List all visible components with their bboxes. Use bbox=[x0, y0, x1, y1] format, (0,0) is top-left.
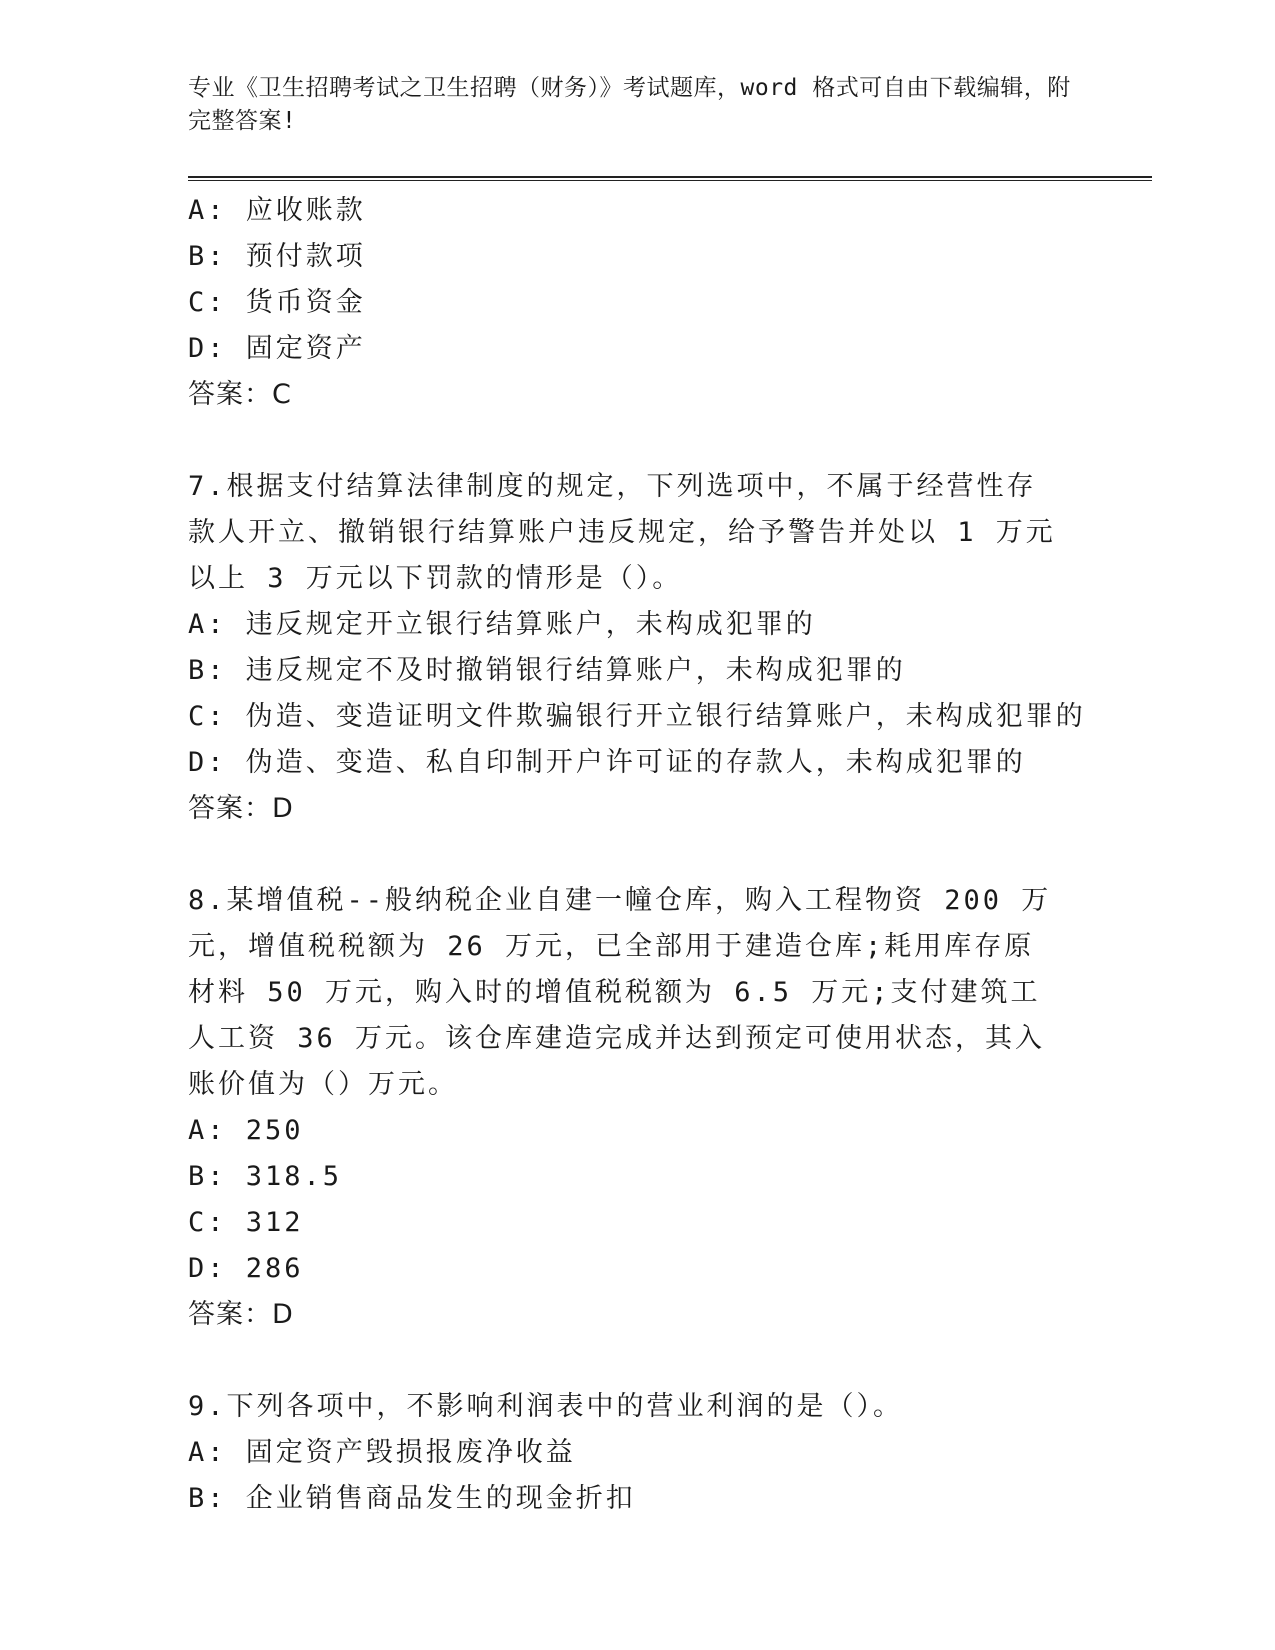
question-9-block bbox=[188, 1384, 1088, 1522]
option-a: A: 固定资产毁损报废净收益 bbox=[188, 1437, 576, 1468]
answer-line: 答案：C bbox=[188, 379, 292, 410]
question-content bbox=[188, 188, 1088, 1522]
question-8-block bbox=[188, 878, 1088, 1338]
spacer bbox=[188, 418, 1088, 464]
document-header-note: 专业《卫生招聘考试之卫生招聘（财务）》考试题库，word 格式可自由下载编辑，附完整答案! bbox=[188, 75, 1071, 134]
question-stem: 9.下列各项中，不影响利润表中的营业利润的是（）。 bbox=[188, 1391, 904, 1422]
option-b: B: 企业销售商品发生的现金折扣 bbox=[188, 1483, 636, 1514]
option-b: B: 违反规定不及时撤销银行结算账户，未构成犯罪的 bbox=[188, 655, 906, 686]
option-c: C: 312 bbox=[188, 1207, 304, 1238]
option-c: C: 货币资金 bbox=[188, 287, 366, 318]
question-6-block bbox=[188, 188, 1088, 418]
spacer bbox=[188, 832, 1088, 878]
header-divider bbox=[188, 176, 1152, 181]
option-d: D: 固定资产 bbox=[188, 333, 366, 364]
option-b: B: 预付款项 bbox=[188, 241, 366, 272]
option-b: B: 318.5 bbox=[188, 1161, 343, 1192]
option-a: A: 应收账款 bbox=[188, 195, 366, 226]
option-d: D: 286 bbox=[188, 1253, 304, 1284]
question-7-block bbox=[188, 464, 1088, 832]
question-stem: 7.根据支付结算法律制度的规定，下列选项中，不属于经营性存款人开立、撤销银行结算账户违反规定，给予警告并处以 1 万元以上 3 万元以下罚款的情形是（）。 bbox=[188, 471, 1056, 594]
option-a: A: 违反规定开立银行结算账户，未构成犯罪的 bbox=[188, 609, 816, 640]
answer-line: 答案：D bbox=[188, 793, 294, 824]
question-stem: 8.某增值税--般纳税企业自建一幢仓库，购入工程物资 200 万元，增值税税额为 26 万元，已全部用于建造仓库;耗用库存原材料 50 万元，购入时的增值税税额为 6.5 万元;支付建筑工人工资 36 万元。该仓库建造完成并达到预定可使用状态，其入账价值为（）万元。 bbox=[188, 885, 1052, 1100]
spacer bbox=[188, 1338, 1088, 1384]
option-a: A: 250 bbox=[188, 1115, 304, 1146]
option-d: D: 伪造、变造、私自印制开户许可证的存款人，未构成犯罪的 bbox=[188, 747, 1026, 778]
option-c: C: 伪造、变造证明文件欺骗银行开立银行结算账户，未构成犯罪的 bbox=[188, 701, 1086, 732]
answer-line: 答案：D bbox=[188, 1299, 294, 1330]
